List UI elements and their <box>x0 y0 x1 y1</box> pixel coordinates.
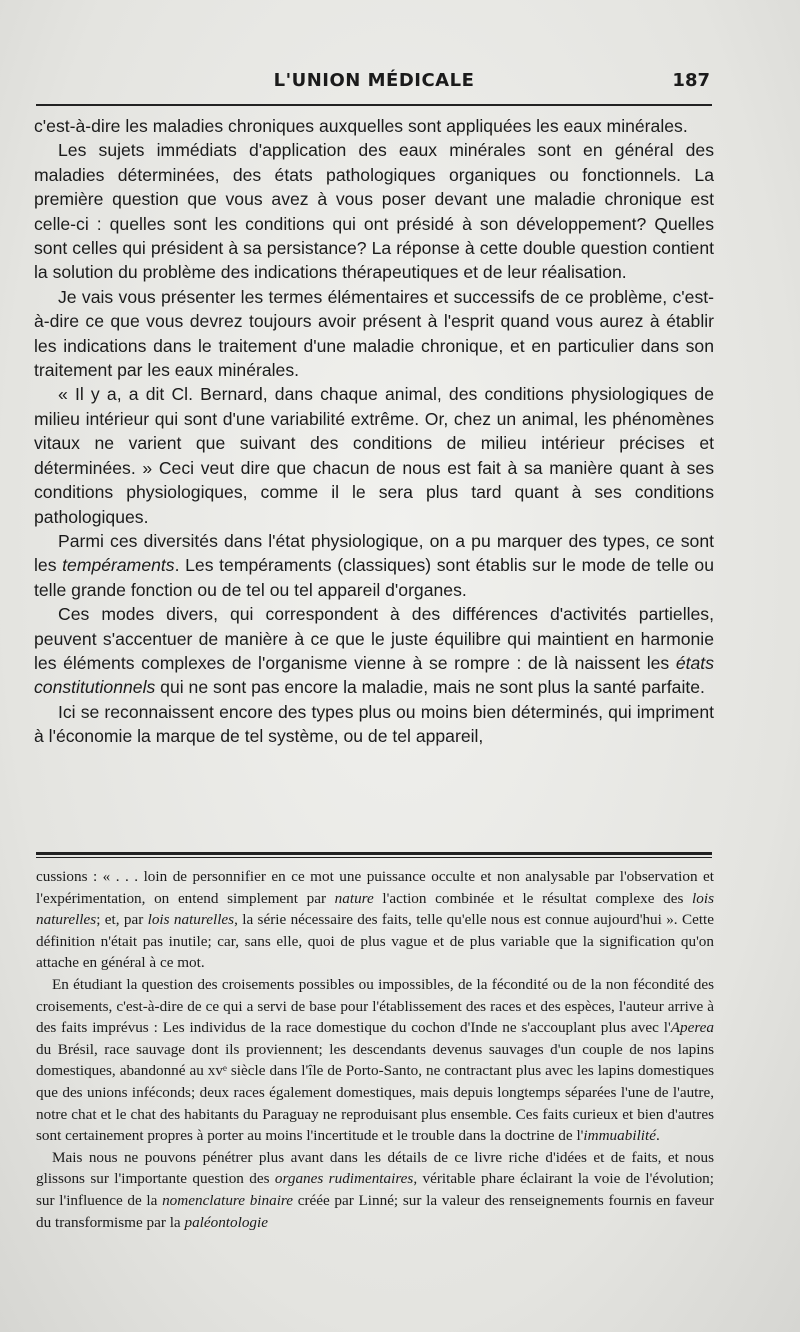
main-text <box>34 114 714 749</box>
footnote-rule <box>36 852 712 855</box>
page-number: 187 <box>672 70 710 91</box>
paragraph-3: Je vais vous présenter les termes élémentaires et successifs de ce problème, c'est-à-dire ce que vous devrez toujours avoir présent à l'esprit quand vous aurez à établir les indications dans le traitement d'une maladie chronique, et en particulier dans son traitement par les eaux minérales. <box>34 286 714 381</box>
header-rule <box>36 104 712 106</box>
paragraph-1: c'est-à-dire les maladies chroniques auxquelles sont appliquées les eaux minérales. <box>34 116 688 136</box>
footnote-paragraph-2: En étudiant la question des croisements possibles ou impossibles, de la fécondité ou de la non fécondité des croisements, c'est-à-dire de ce qui a servi de base pour l'établissement des races et des espèces, l'auteur arrive à des faits imprévus : Les individus de la race domestique du cochon d'Inde ne s'accouplant plus avec l'Aperea du Brésil, race sauvage dont ils proviennent; les descendants devenus sauvages d'un couple de nos lapins domestiques, abandonné au xvᵉ siècle dans l'île de Porto-Santo, ne contractant plus avec les lapins domestiques que des unions inféconds; deux races également domestiques, mais depuis longtemps séparées l'une de l'autre, notre chat et le chat des habitants du Paraguay ne reproduisant plus ensemble. Ces faits curieux et bien d'autres sont certainement propres à porter au moins l'incertitude et le trouble dans la doctrine de l'immuabilité. <box>36 975 714 1145</box>
emphasis-temperaments: tempéraments <box>62 555 175 576</box>
paragraph-2: Les sujets immédiats d'application des eaux minérales sont en général des maladies déterminées, des états pathologiques organiques ou fonctionnels. La première question que vous avez à vous poser devant une maladie chronique est celle-ci : quelles sont les conditions qui ont présidé à son développement? Quelles sont celles qui président à sa persistance? La réponse à cette double question contient la solution du problème des indications thérapeutiques et de leur réalisation. <box>34 140 714 283</box>
paragraph-7: Ici se reconnaissent encore des types plus ou moins bien déterminés, qui impriment à l'économie la marque de tel système, ou de tel appareil, <box>34 701 714 747</box>
footnote-rule-thin <box>36 857 712 858</box>
paragraph-6: Ces modes divers, qui correspondent à des différences d'activités partielles, peuvent s'accentuer de manière à ce que le juste équilibre qui maintient en harmonie les éléments complexes de l'organisme vienne à se rompre : de là naissent les états constitutionnels qui ne sont pas encore la maladie, mais ne sont plus la santé parfaite. <box>34 604 714 698</box>
paragraph-4: « Il y a, a dit Cl. Bernard, dans chaque animal, des conditions physiologiques de milieu intérieur qui sont d'une variabilité extrême. Or, chez un animal, les phénomènes vitaux ne varient que suivant des conditions de milieu intérieur précises et déterminées. » Ceci veut dire que chacun de nous est fait à sa manière quant à ses conditions physiologiques, comme il le sera plus tard quant à ses conditions pathologiques. <box>34 384 714 527</box>
footnotes <box>36 866 714 1233</box>
footnote-paragraph-1: cussions : « . . . loin de personnifier en ce mot une puissance occulte et non analysable par l'observation et l'expérimentation, on entend simplement par nature l'action combinée et le résultat complexe des lois naturelles; et, par lois naturelles, la série nécessaire des faits, telle qu'elle nous est connue aujourd'hui ». Cette définition n'était pas inutile; car, sans elle, quoi de plus vague et de plus variable que la signification qu'on attache en général à ce mot. <box>36 868 715 972</box>
emphasis-etats-constitutionnels: états constitutionnels <box>34 652 714 698</box>
running-header <box>36 68 712 98</box>
journal-title: L'UNION MÉDICALE <box>273 70 475 91</box>
footnote-paragraph-3: Mais nous ne pouvons pénétrer plus avant dans les détails de ce livre riche d'idées et de faits, et nous glissons sur l'importante question des organes rudimentaires, véritable phare éclairant la voie de l'évolution; sur l'influence de la nomenclature binaire créée par Linné; sur la valeur des renseignements fournis en faveur du transformisme par la paléontologie <box>36 1148 714 1231</box>
paragraph-5: Parmi ces diversités dans l'état physiologique, on a pu marquer des types, ce sont les tempéraments. Les tempéraments (classiques) sont établis sur le mode de telle ou telle grande fonction ou de tel ou tel appareil d'organes. <box>34 530 714 600</box>
